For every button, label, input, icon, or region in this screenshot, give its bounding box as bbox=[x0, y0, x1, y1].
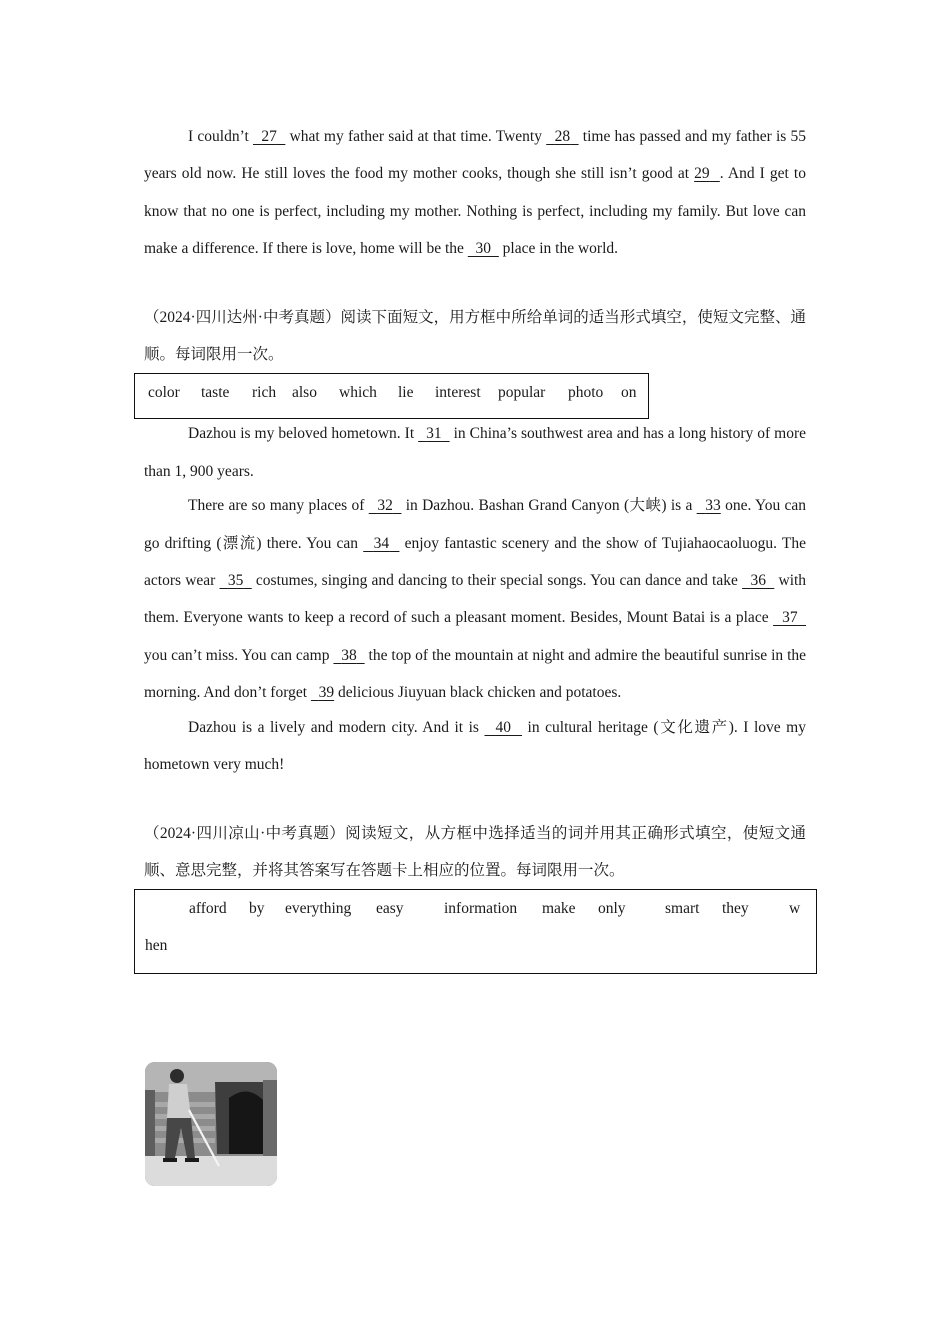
word-option: also bbox=[292, 384, 317, 402]
blank-36: 36 bbox=[750, 572, 766, 590]
text-run: place in the world. bbox=[498, 240, 619, 258]
text-run: delicious Jiuyuan black chicken and potatoes. bbox=[334, 684, 622, 702]
photo-illustration bbox=[145, 1062, 277, 1186]
word-option: information bbox=[444, 900, 518, 918]
word-option: lie bbox=[398, 384, 414, 402]
text-run: I couldn’t bbox=[188, 128, 253, 145]
word-option: they bbox=[722, 900, 749, 918]
text-run: what my father said at that time. Twenty bbox=[285, 128, 547, 145]
blank-31: 31 bbox=[426, 425, 442, 443]
blank-29: 29 bbox=[694, 165, 710, 183]
word-option: w bbox=[789, 900, 801, 918]
word-option: taste bbox=[201, 384, 230, 402]
instruction-dazhou: （2024·四川达州·中考真题）阅读下面短文，用方框中所给单词的适当形式填空，使短文完整、通顺。每词限用一次。 bbox=[144, 308, 806, 364]
text-run: costumes, singing and dancing to their special songs. You can dance and take bbox=[251, 572, 743, 590]
text-run: in cultural heritage (文化遗产). I love my hometown very much! bbox=[144, 718, 806, 774]
blank-27: 27 bbox=[261, 128, 277, 145]
blank-34: 34 bbox=[373, 534, 390, 552]
word-option: interest bbox=[435, 384, 481, 402]
word-option: hen bbox=[145, 937, 168, 955]
word-option: on bbox=[621, 384, 637, 402]
word-option: rich bbox=[252, 384, 277, 402]
text-run: one. You can go drifting (漂流) there. You can bbox=[144, 497, 807, 552]
word-option: which bbox=[339, 384, 377, 402]
text-run: There are so many places of bbox=[188, 497, 369, 515]
blank-39: 39 bbox=[318, 684, 335, 702]
text-run: Dazhou is my beloved hometown. It bbox=[188, 425, 419, 443]
word-option: everything bbox=[285, 900, 352, 918]
blank-40: 40 bbox=[495, 718, 512, 736]
text-run: time has passed and my father is 55 years old now. He still loves the food my mother cooks, though she still isn’t good at bbox=[144, 128, 807, 183]
text-run: with them. Everyone wants to keep a record of such a pleasant moment. Besides, Mount Batai is a place bbox=[144, 572, 807, 627]
man-with-cane-photo bbox=[145, 1062, 277, 1186]
text-run: Dazhou is a lively and modern city. And it is bbox=[188, 718, 485, 736]
word-option: smart bbox=[665, 900, 700, 918]
text-run: enjoy fantastic scenery and the show of Tujiahaocaoluogu. The actors wear bbox=[144, 534, 807, 590]
blank-38: 38 bbox=[341, 646, 357, 664]
blank-32: 32 bbox=[377, 497, 393, 515]
paragraph-40 bbox=[144, 709, 806, 784]
word-option: photo bbox=[568, 384, 604, 402]
paragraph-27-30 bbox=[144, 118, 806, 268]
blank-37: 37 bbox=[782, 609, 798, 627]
instruction-liangshan: （2024·四川凉山·中考真题）阅读短文，从方框中选择适当的词并用其正确形式填空，使短文通顺、意思完整，并将其答案写在答题卡上相应的位置。每词限用一次。 bbox=[144, 824, 806, 879]
word-option: afford bbox=[189, 900, 227, 918]
text-run: . And I get to know that no one is perfect, including my mother. Nothing is perfect, including my family. But love can make a difference. If there is love, home will be the bbox=[144, 165, 806, 258]
word-option: only bbox=[598, 900, 626, 918]
word-option: color bbox=[148, 384, 180, 402]
text-run: in Dazhou. Bashan Grand Canyon (大峡) is a bbox=[401, 497, 697, 515]
document-page bbox=[144, 118, 806, 974]
blank-30: 30 bbox=[475, 240, 492, 258]
word-box-liangshan bbox=[134, 889, 817, 974]
blank-35: 35 bbox=[227, 572, 244, 590]
word-box-dazhou bbox=[134, 373, 649, 419]
word-option: popular bbox=[498, 384, 546, 402]
word-option: easy bbox=[376, 900, 404, 918]
text-run: you can’t miss. You can camp bbox=[144, 646, 334, 664]
paragraph-31 bbox=[144, 415, 806, 490]
blank-28: 28 bbox=[554, 128, 571, 145]
text-run: the top of the mountain at night and admire the beautiful sunrise in the morning. And don’t forget bbox=[144, 646, 807, 702]
word-option: make bbox=[542, 900, 576, 918]
paragraph-32-39 bbox=[144, 487, 806, 711]
text-run: in China’s southwest area and has a long history of more than 1, 900 years. bbox=[144, 425, 807, 480]
word-option: by bbox=[249, 900, 265, 918]
blank-33: 33 bbox=[705, 497, 721, 515]
